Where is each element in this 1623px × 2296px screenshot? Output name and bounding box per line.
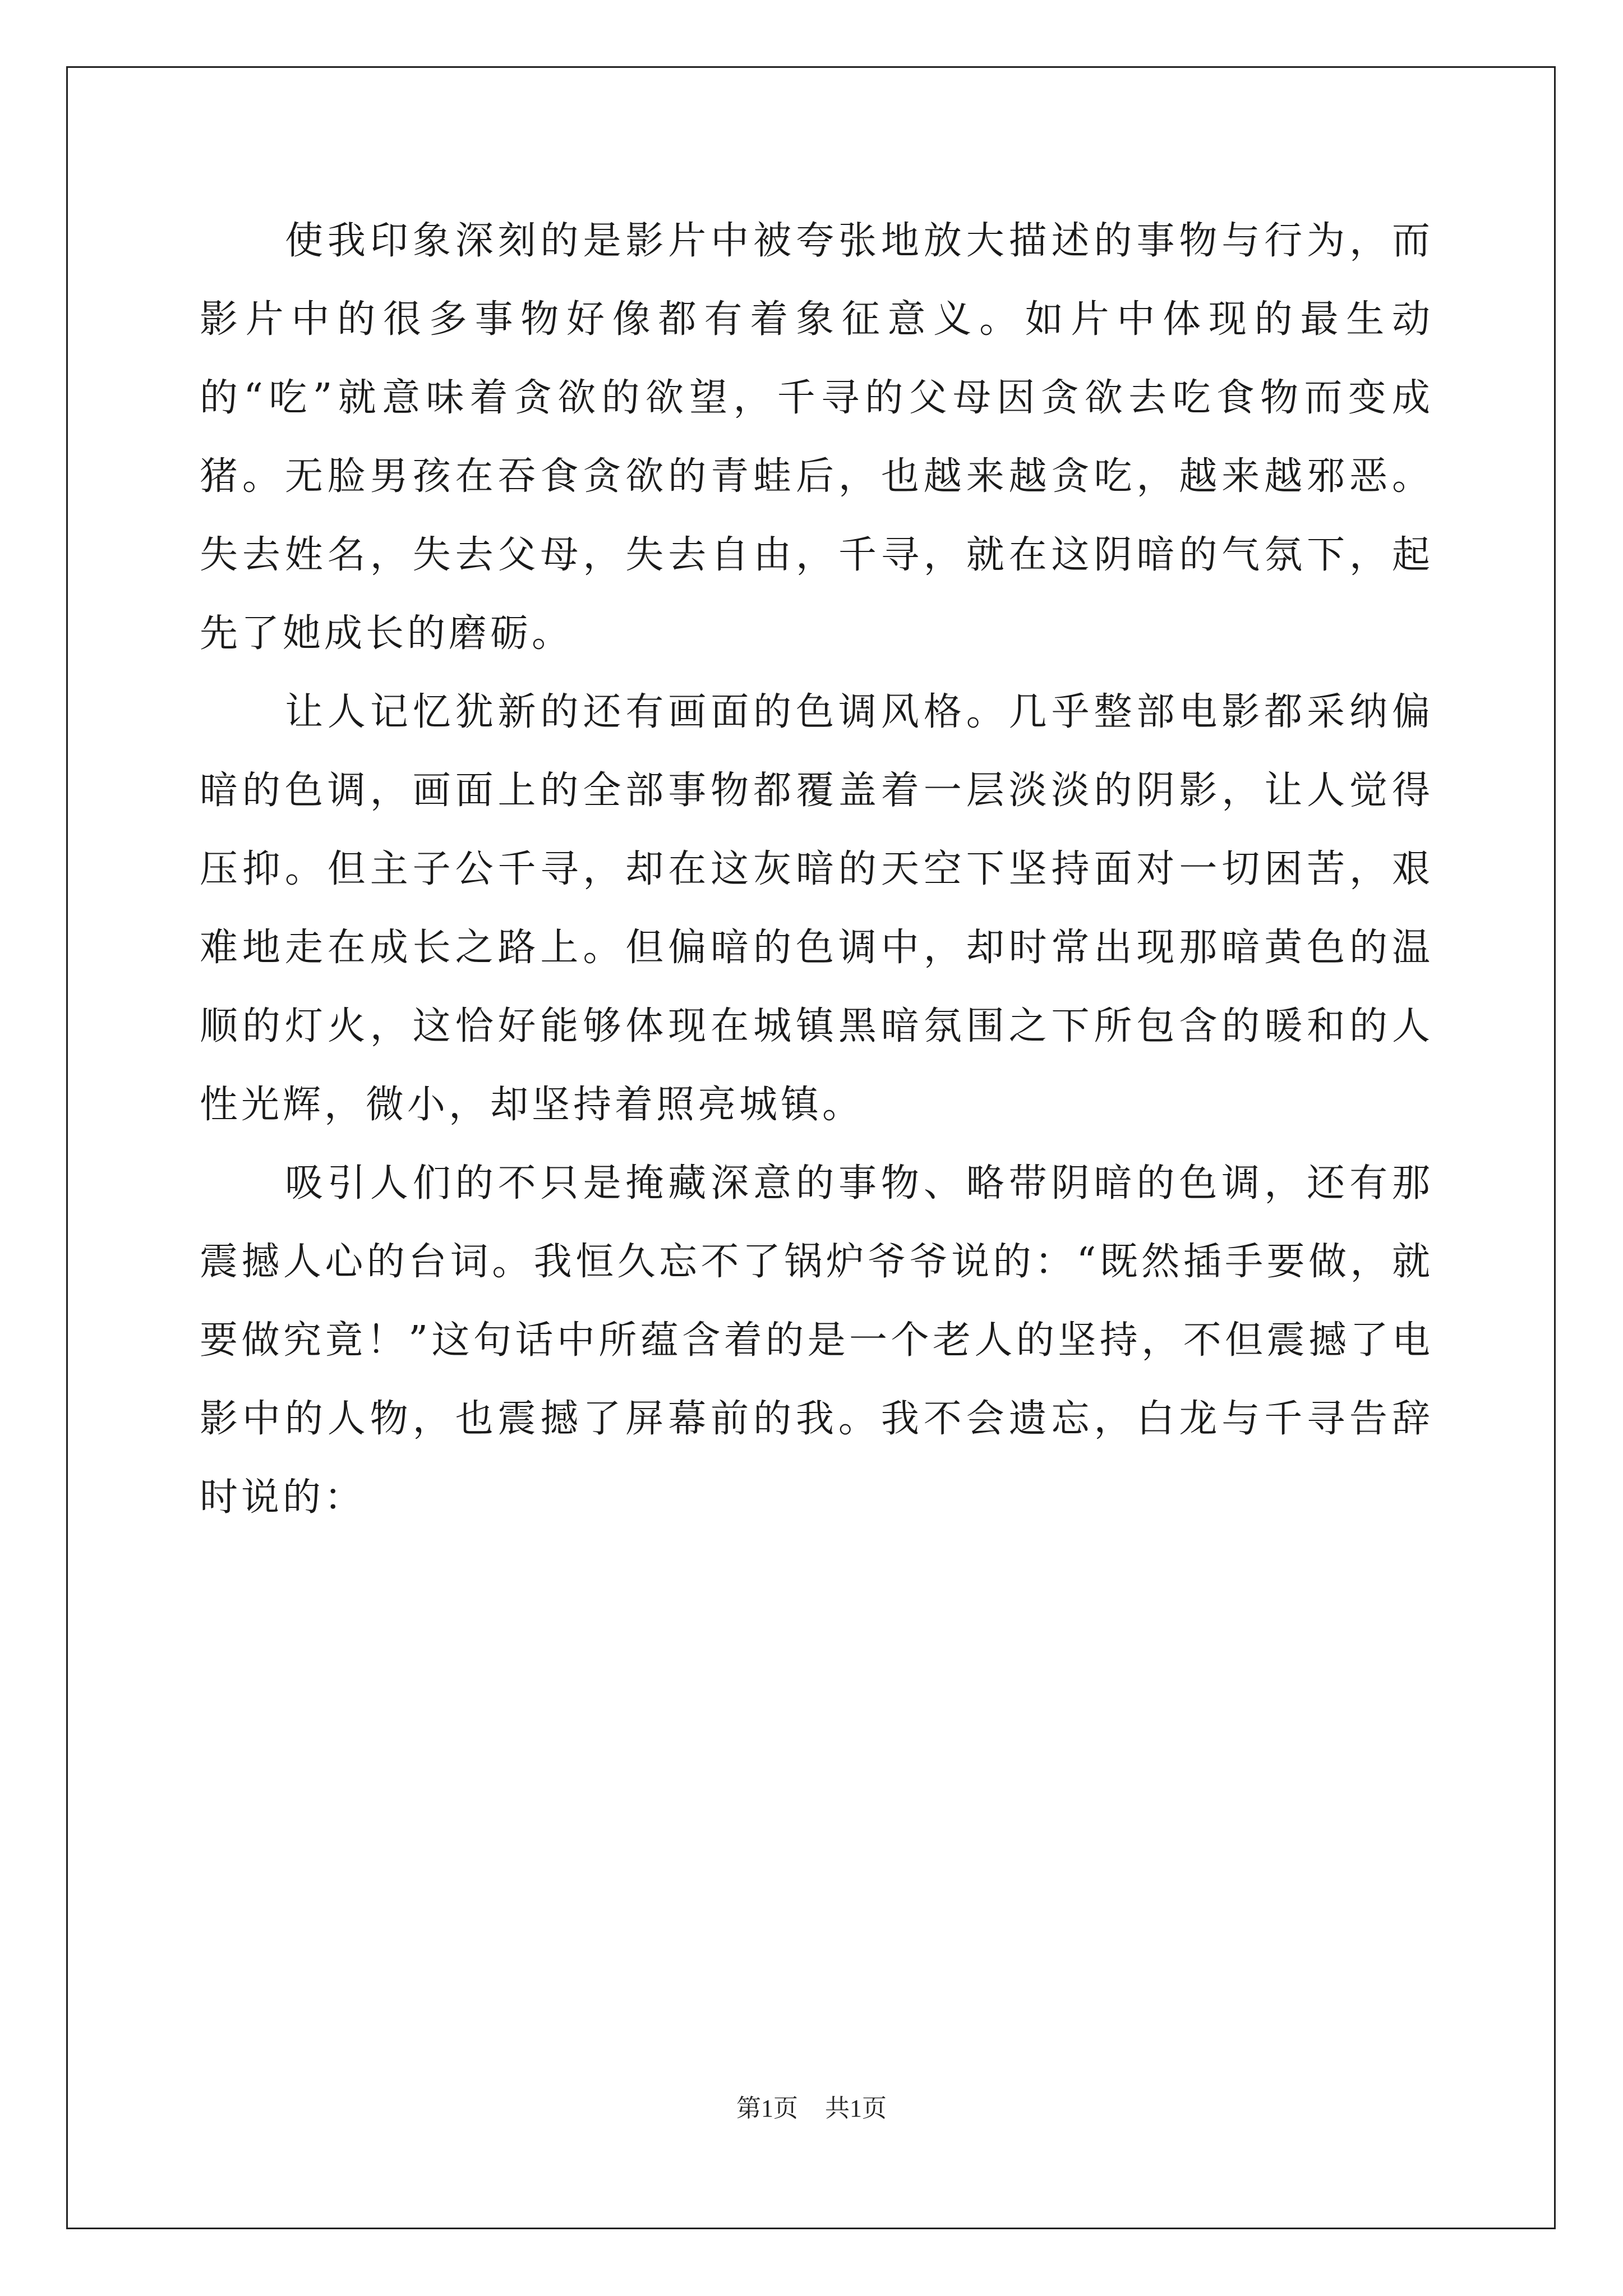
paragraph: 吸引人们的不只是掩藏深意的事物、略带阴暗的色调，还有那震撼人心的台词。我恒久忘不了锅炉爷爷说的：“既然插手要做，就要做究竟！”这句话中所蕴含着的是一个老人的坚持，不但震撼了电影中的人物，也震撼了屏幕前的我。我不会遗忘，白龙与千寻告辞时说的： xyxy=(200,1161,1433,1520)
document-body xyxy=(200,202,1433,1537)
page-total: 共1页 xyxy=(825,2095,887,2122)
paragraph: 使我印象深刻的是影片中被夸张地放大描述的事物与行为，而影片中的很多事物好像都有着象征意义。如片中体现的最生动的“吃”就意味着贪欲的欲望，千寻的父母因贪欲去吃食物而变成猪。无脸男孩在吞食贪欲的青蛙后，也越来越贪吃，越来越邪恶。失去姓名，失去父母，失去自由，千寻，就在这阴暗的气氛下，起先了她成长的磨砺。 xyxy=(200,219,1433,656)
paragraph: 让人记忆犹新的还有画面的色调风格。几乎整部电影都采纳偏暗的色调，画面上的全部事物都覆盖着一层淡淡的阴影，让人觉得压抑。但主子公千寻，却在这灰暗的天空下坚持面对一切困苦，艰难地走在成长之路上。但偏暗的色调中，却时常出现那暗黄色的温顺的灯火，这恰好能够体现在城镇黑暗氛围之下所包含的暖和的人性光辉，微小，却坚持着照亮城镇。 xyxy=(200,690,1433,1127)
page-number: 第1页 xyxy=(736,2095,798,2122)
page-footer xyxy=(0,2088,1623,2124)
